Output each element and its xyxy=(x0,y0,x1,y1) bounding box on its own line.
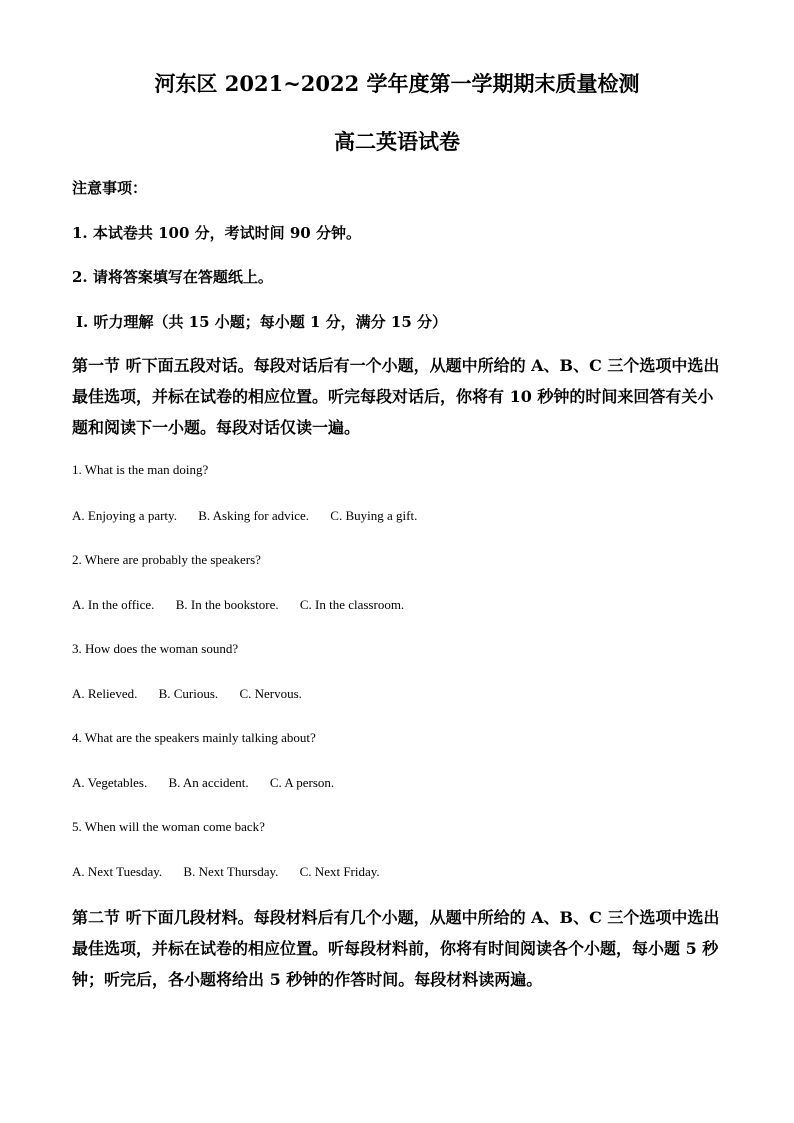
option: A. Next Tuesday. xyxy=(72,864,163,879)
option: B. An accident. xyxy=(168,775,249,790)
option: B. Next Thursday. xyxy=(183,864,279,879)
option: C. Buying a gift. xyxy=(330,508,418,523)
question-2: 2. Where are probably the speakers? xyxy=(72,552,261,567)
option: A. In the office. xyxy=(72,597,155,612)
options-3 xyxy=(72,686,320,702)
options-5 xyxy=(72,864,398,880)
option: A. Enjoying a party. xyxy=(72,508,177,523)
options-4 xyxy=(72,775,352,791)
option: C. Nervous. xyxy=(239,686,302,701)
exam-title: 河东区 2021~2022 学年度第一学期期末质量检测 xyxy=(154,71,640,96)
question-5: 5. When will the woman come back? xyxy=(72,819,265,834)
option: B. Curious. xyxy=(158,686,219,701)
question-4: 4. What are the speakers mainly talking about? xyxy=(72,730,316,745)
question-3: 3. How does the woman sound? xyxy=(72,641,239,656)
option: C. Next Friday. xyxy=(299,864,380,879)
option: A. Vegetables. xyxy=(72,775,148,790)
note-item: 2. 请将答案填写在答题纸上。 xyxy=(72,268,273,286)
option: B. In the bookstore. xyxy=(175,597,279,612)
section-title: Ⅰ. 听力理解（共 15 小题；每小题 1 分，满分 15 分） xyxy=(76,313,447,331)
option: A. Relieved. xyxy=(72,686,138,701)
exam-subtitle: 高二英语试卷 xyxy=(334,129,460,154)
options-1 xyxy=(72,508,435,524)
note-item: 1. 本试卷共 100 分，考试时间 90 分钟。 xyxy=(72,224,361,242)
question-1: 1. What is the man doing? xyxy=(72,462,209,477)
part1-instructions: 第一节 听下面五段对话。每段对话后有一个小题，从题中所给的 A、B、C 三个选项中选出最佳选项，并标在试卷的相应位置。听完每段对话后，你将有 10 秒钟的时间来回答有关小题和阅读下一小题。每段对话仅读一遍。 xyxy=(72,356,720,437)
options-2 xyxy=(72,597,422,613)
part2-instructions: 第二节 听下面几段材料。每段材料后有几个小题，从题中所给的 A、B、C 三个选项中选出最佳选项，并标在试卷的相应位置。听每段材料前，你将有时间阅读各个小题，每小题 5 秒钟；听完后，各小题将给出 5 秒钟的作答时间。每段材料读两遍。 xyxy=(72,908,720,989)
option: B. Asking for advice. xyxy=(198,508,310,523)
option: C. A person. xyxy=(269,775,335,790)
notes-heading: 注意事项： xyxy=(72,179,148,197)
option: C. In the classroom. xyxy=(299,597,405,612)
